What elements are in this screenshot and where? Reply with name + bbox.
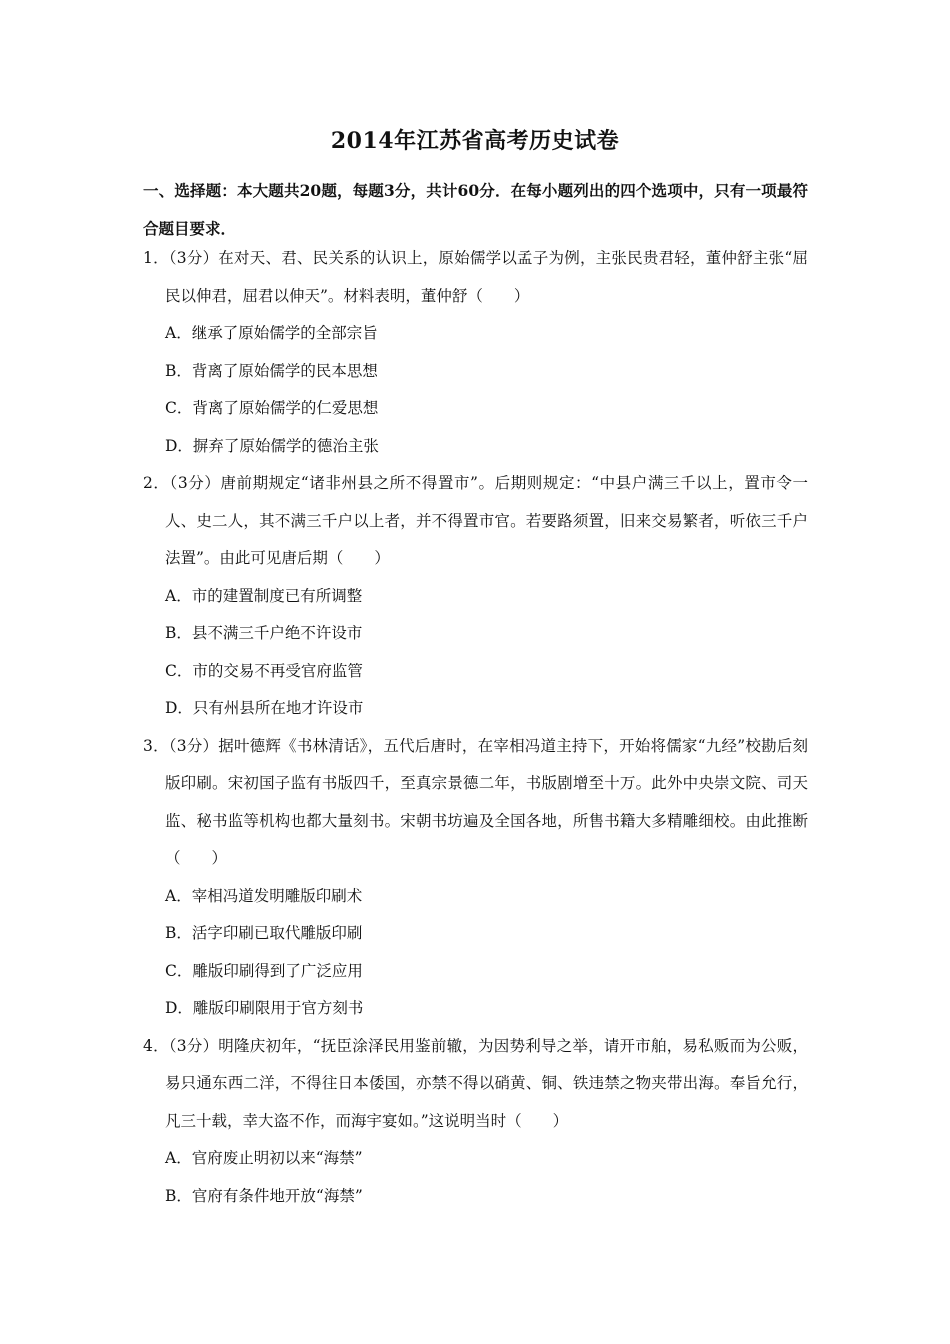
option-b: B．官府有条件地开放“海禁” [165, 1186, 363, 1205]
option-c: C．市的交易不再受官府监管 [165, 661, 363, 680]
question-stem: 3．（3分）据叶德辉《书林清话》，五代后唐时，在宰相冯道主持下，开始将儒家“九经”校勘后刻版印刷。宋初国子监有书版四千，至真宗景德二年，书版剧增至十万。此外中央崇文院、司天监、秘书监等机构也都大量刻书。宋朝书坊遍及全国各地，所售书籍大多精雕细校。由此推断（ ） [143, 736, 808, 867]
question-2 [143, 465, 808, 728]
option-a: A．市的建置制度已有所调整 [165, 586, 363, 605]
option-b: B．县不满三千户绝不许设市 [165, 624, 363, 642]
question-3 [143, 728, 808, 1028]
option-d: D．摒弃了原始儒学的德治主张 [165, 436, 379, 455]
option-c: C．背离了原始儒学的仁爱思想 [165, 399, 379, 417]
question-list [143, 240, 808, 1215]
exam-title: 2014年江苏省高考历史试卷 [330, 128, 620, 154]
section-header: 一、选择题：本大题共20题，每题3分，共计60分．在每小题列出的四个选项中，只有一项最符合题目要求． [143, 181, 808, 238]
question-stem: 4．（3分）明隆庆初年，“抚臣涂泽民用鉴前辙，为因势利导之举，请开市舶，易私贩而为公贩，易只通东西二洋，不得往日本倭国，亦禁不得以硝黄、铜、铁违禁之物夹带出海。奉旨允行，凡三十载，幸大盗不作，而海宇宴如。”这说明当时（ ） [143, 1036, 808, 1130]
option-a: A．宰相冯道发明雕版印刷术 [165, 886, 363, 905]
option-d: D．只有州县所在地才许设市 [165, 699, 364, 717]
question-stem: 2．（3分）唐前期规定“诸非州县之所不得置市”。后期则规定：“中县户满三千以上，置市令一人、史二人，其不满三千户以上者，并不得置市官。若要路须置，旧来交易繁者，听依三千户法置”。由此可见唐后期（ ） [143, 474, 808, 567]
option-b: B．背离了原始儒学的民本思想 [165, 361, 378, 380]
option-c: C．雕版印刷得到了广泛应用 [165, 961, 363, 980]
question-4 [143, 1028, 808, 1216]
option-a: A．官府废止明初以来“海禁” [165, 1149, 363, 1167]
option-d: D．雕版印刷限用于官方刻书 [165, 999, 364, 1017]
option-b: B．活字印刷已取代雕版印刷 [165, 924, 363, 942]
option-a: A．继承了原始儒学的全部宗旨 [165, 324, 378, 342]
question-stem: 1．（3分）在对天、君、民关系的认识上，原始儒学以孟子为例，主张民贵君轻，董仲舒主张“屈民以伸君，屈君以伸天”。材料表明，董仲舒（ ） [143, 249, 808, 305]
question-1 [143, 240, 808, 465]
